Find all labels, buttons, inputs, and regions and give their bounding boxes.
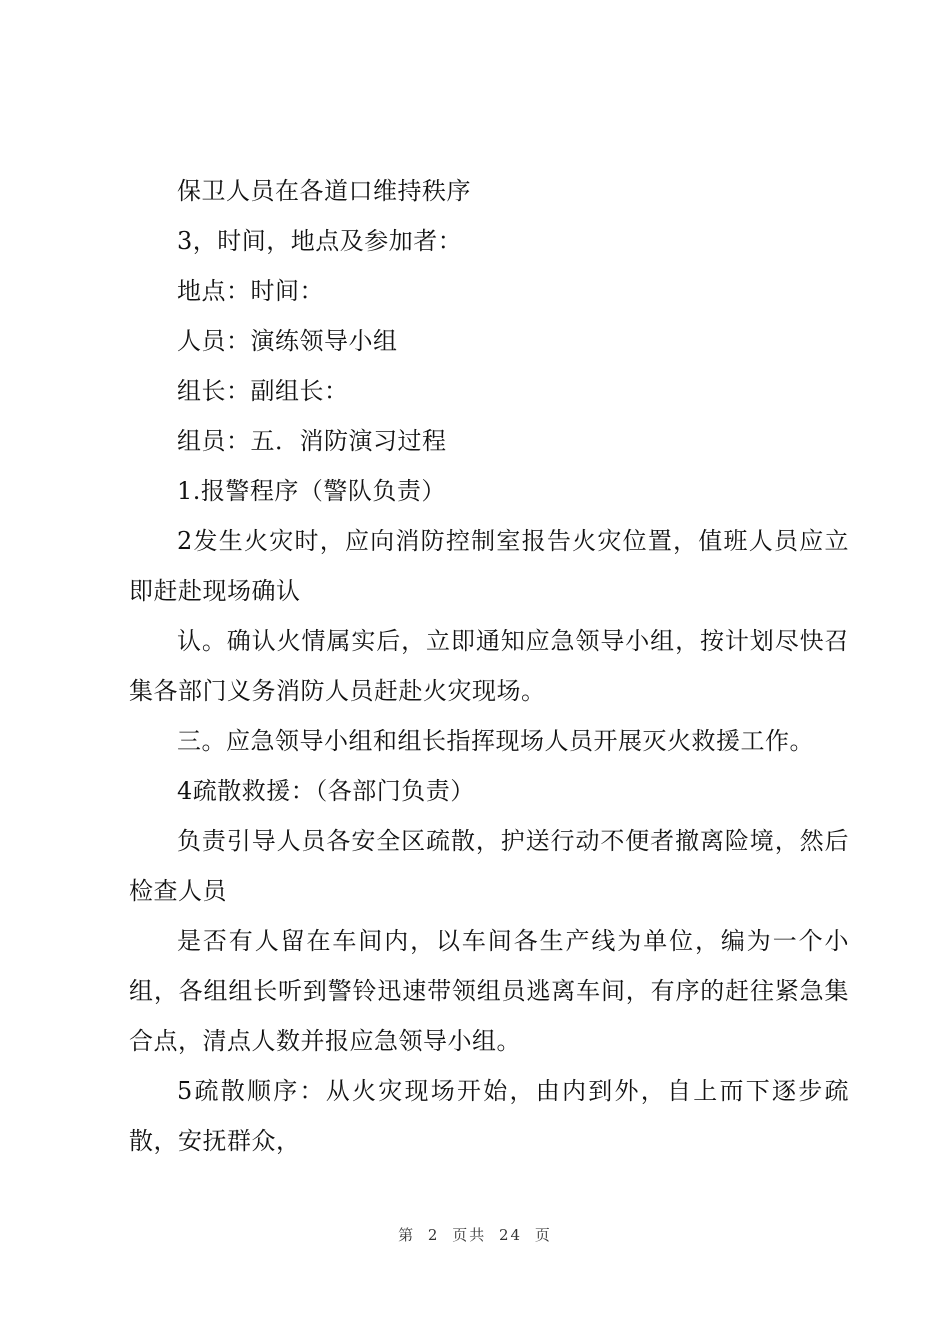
paragraph: 保卫人员在各道口维持秩序 [177, 177, 471, 205]
paragraph: 组员：五．消防演习过程 [177, 427, 447, 455]
paragraph: 认。确认火情属实后，立即通知应急领导小组，按计划尽快召集各部门义务消防人员赶赴火灾现场。 [129, 627, 849, 705]
paragraph: 负责引导人员各安全区疏散，护送行动不便者撤离险境，然后检查人员 [129, 827, 849, 905]
paragraph: 地点：时间： [177, 277, 324, 305]
paragraph: 2发生火灾时，应向消防控制室报告火灾位置，值班人员应立即赶赴现场确认 [129, 527, 849, 605]
paragraph: 3，时间，地点及参加者： [177, 227, 463, 255]
page-number-footer: 第 2 页共 24 页 [398, 1226, 552, 1244]
document-body [129, 166, 849, 1166]
paragraph: 三。应急领导小组和组长指挥现场人员开展灭火救援工作。 [177, 727, 814, 755]
paragraph: 人员：演练领导小组 [177, 327, 398, 355]
paragraph: 4疏散救援：（各部门负责） [177, 777, 475, 805]
paragraph: 组长：副组长： [177, 377, 349, 405]
paragraph: 1.报警程序（警队负责） [177, 477, 446, 505]
paragraph: 5疏散顺序：从火灾现场开始，由内到外，自上而下逐步疏散，安抚群众， [129, 1077, 849, 1155]
paragraph: 是否有人留在车间内，以车间各生产线为单位，编为一个小组，各组组长听到警铃迅速带领组员逃离车间，有序的赶往紧急集合点，清点人数并报应急领导小组。 [129, 927, 849, 1055]
